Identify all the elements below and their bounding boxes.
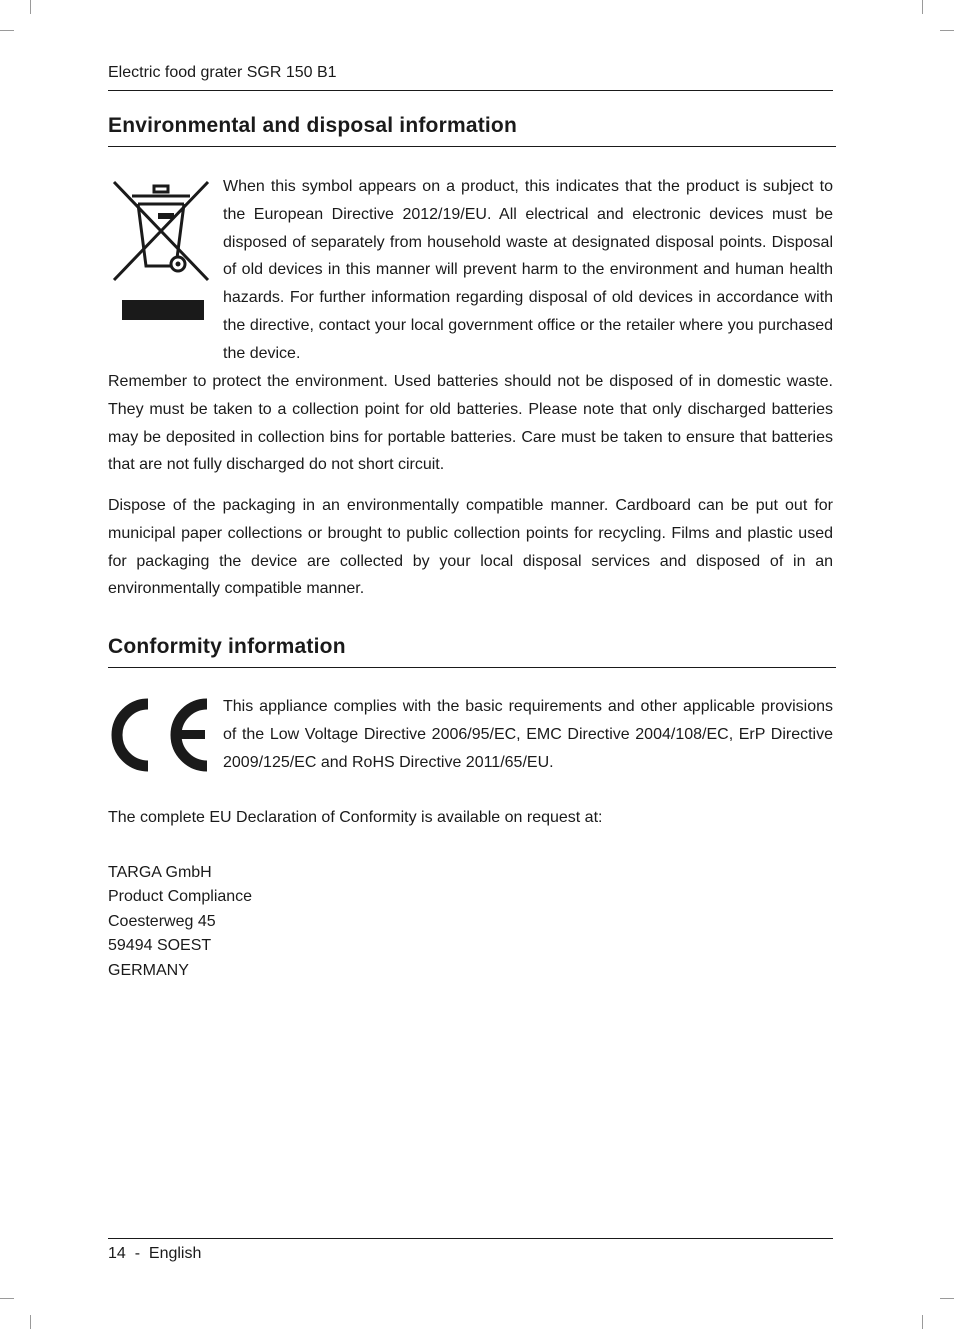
- crop-mark: [940, 30, 954, 31]
- crop-mark: [30, 1315, 31, 1329]
- running-footer: [108, 1238, 833, 1267]
- section-title-conformity: Conformity information: [108, 633, 836, 668]
- conformity-paragraph: This appliance complies with the basic requirements and other applicable provisions of the Low Voltage Directive 2006/95/EC, EMC Directive 2004/108/EC, ErP Directive 2009/125/EC and RoHS Directive 2011/65/EU.: [223, 698, 833, 771]
- header-title: Electric food grater SGR 150 B1: [108, 64, 337, 81]
- packaging-paragraph: Dispose of the packaging in an environmentally compatible manner. Cardboard can be put out for municipal paper collections or brought to public collection points for recycling. Films and plastic used for packaging the device are collected by your local disposal services and disposed of in an environmentally compatible manner.: [108, 497, 833, 598]
- weee-symbol-text: When this symbol appears on a product, this indicates that the product is subject to the European Directive 2012/19/EU. All electrical and electronic devices must be disposed of separately from household waste at designated disposal points. Disposal of old devices in this manner will prevent harm to the environment and human health hazards. For further information regarding disposal of old devices in accordance with the directive, contact your local government office or the retailer where you purchased the device.: [223, 178, 833, 362]
- crop-mark: [0, 30, 14, 31]
- footer-language: English: [148, 1245, 202, 1262]
- running-header: [108, 62, 833, 91]
- address-street: Coesterweg 45: [108, 912, 216, 930]
- page-number: 14: [108, 1245, 126, 1262]
- crop-mark: [30, 0, 31, 14]
- ce-mark-icon: [106, 697, 212, 775]
- address-country: GERMANY: [108, 961, 189, 979]
- address-company: TARGA GmbH: [108, 864, 212, 881]
- crop-mark: [0, 1298, 14, 1299]
- manufacturer-address: [108, 861, 252, 983]
- declaration-paragraph: The complete EU Declaration of Conformity is available on request at:: [108, 809, 603, 826]
- crop-mark: [940, 1298, 954, 1299]
- address-department: Product Compliance: [108, 888, 253, 906]
- crop-mark: [922, 1315, 923, 1329]
- address-city: 59494 SOEST: [108, 937, 212, 955]
- section-title-environment: Environmental and disposal information: [108, 112, 836, 147]
- crossed-out-wheelie-bin-icon: [110, 178, 214, 322]
- footer-separator: -: [134, 1245, 141, 1262]
- crop-mark: [922, 0, 923, 14]
- batteries-paragraph: Remember to protect the environment. Used batteries should not be disposed of in domestic waste. They must be taken to a collection point for old batteries. Please note that only discharged batteries may be deposited in collection bins for portable batteries. Care must be taken to ensure that batteries that are not fully discharged do not short circuit.: [108, 373, 833, 474]
